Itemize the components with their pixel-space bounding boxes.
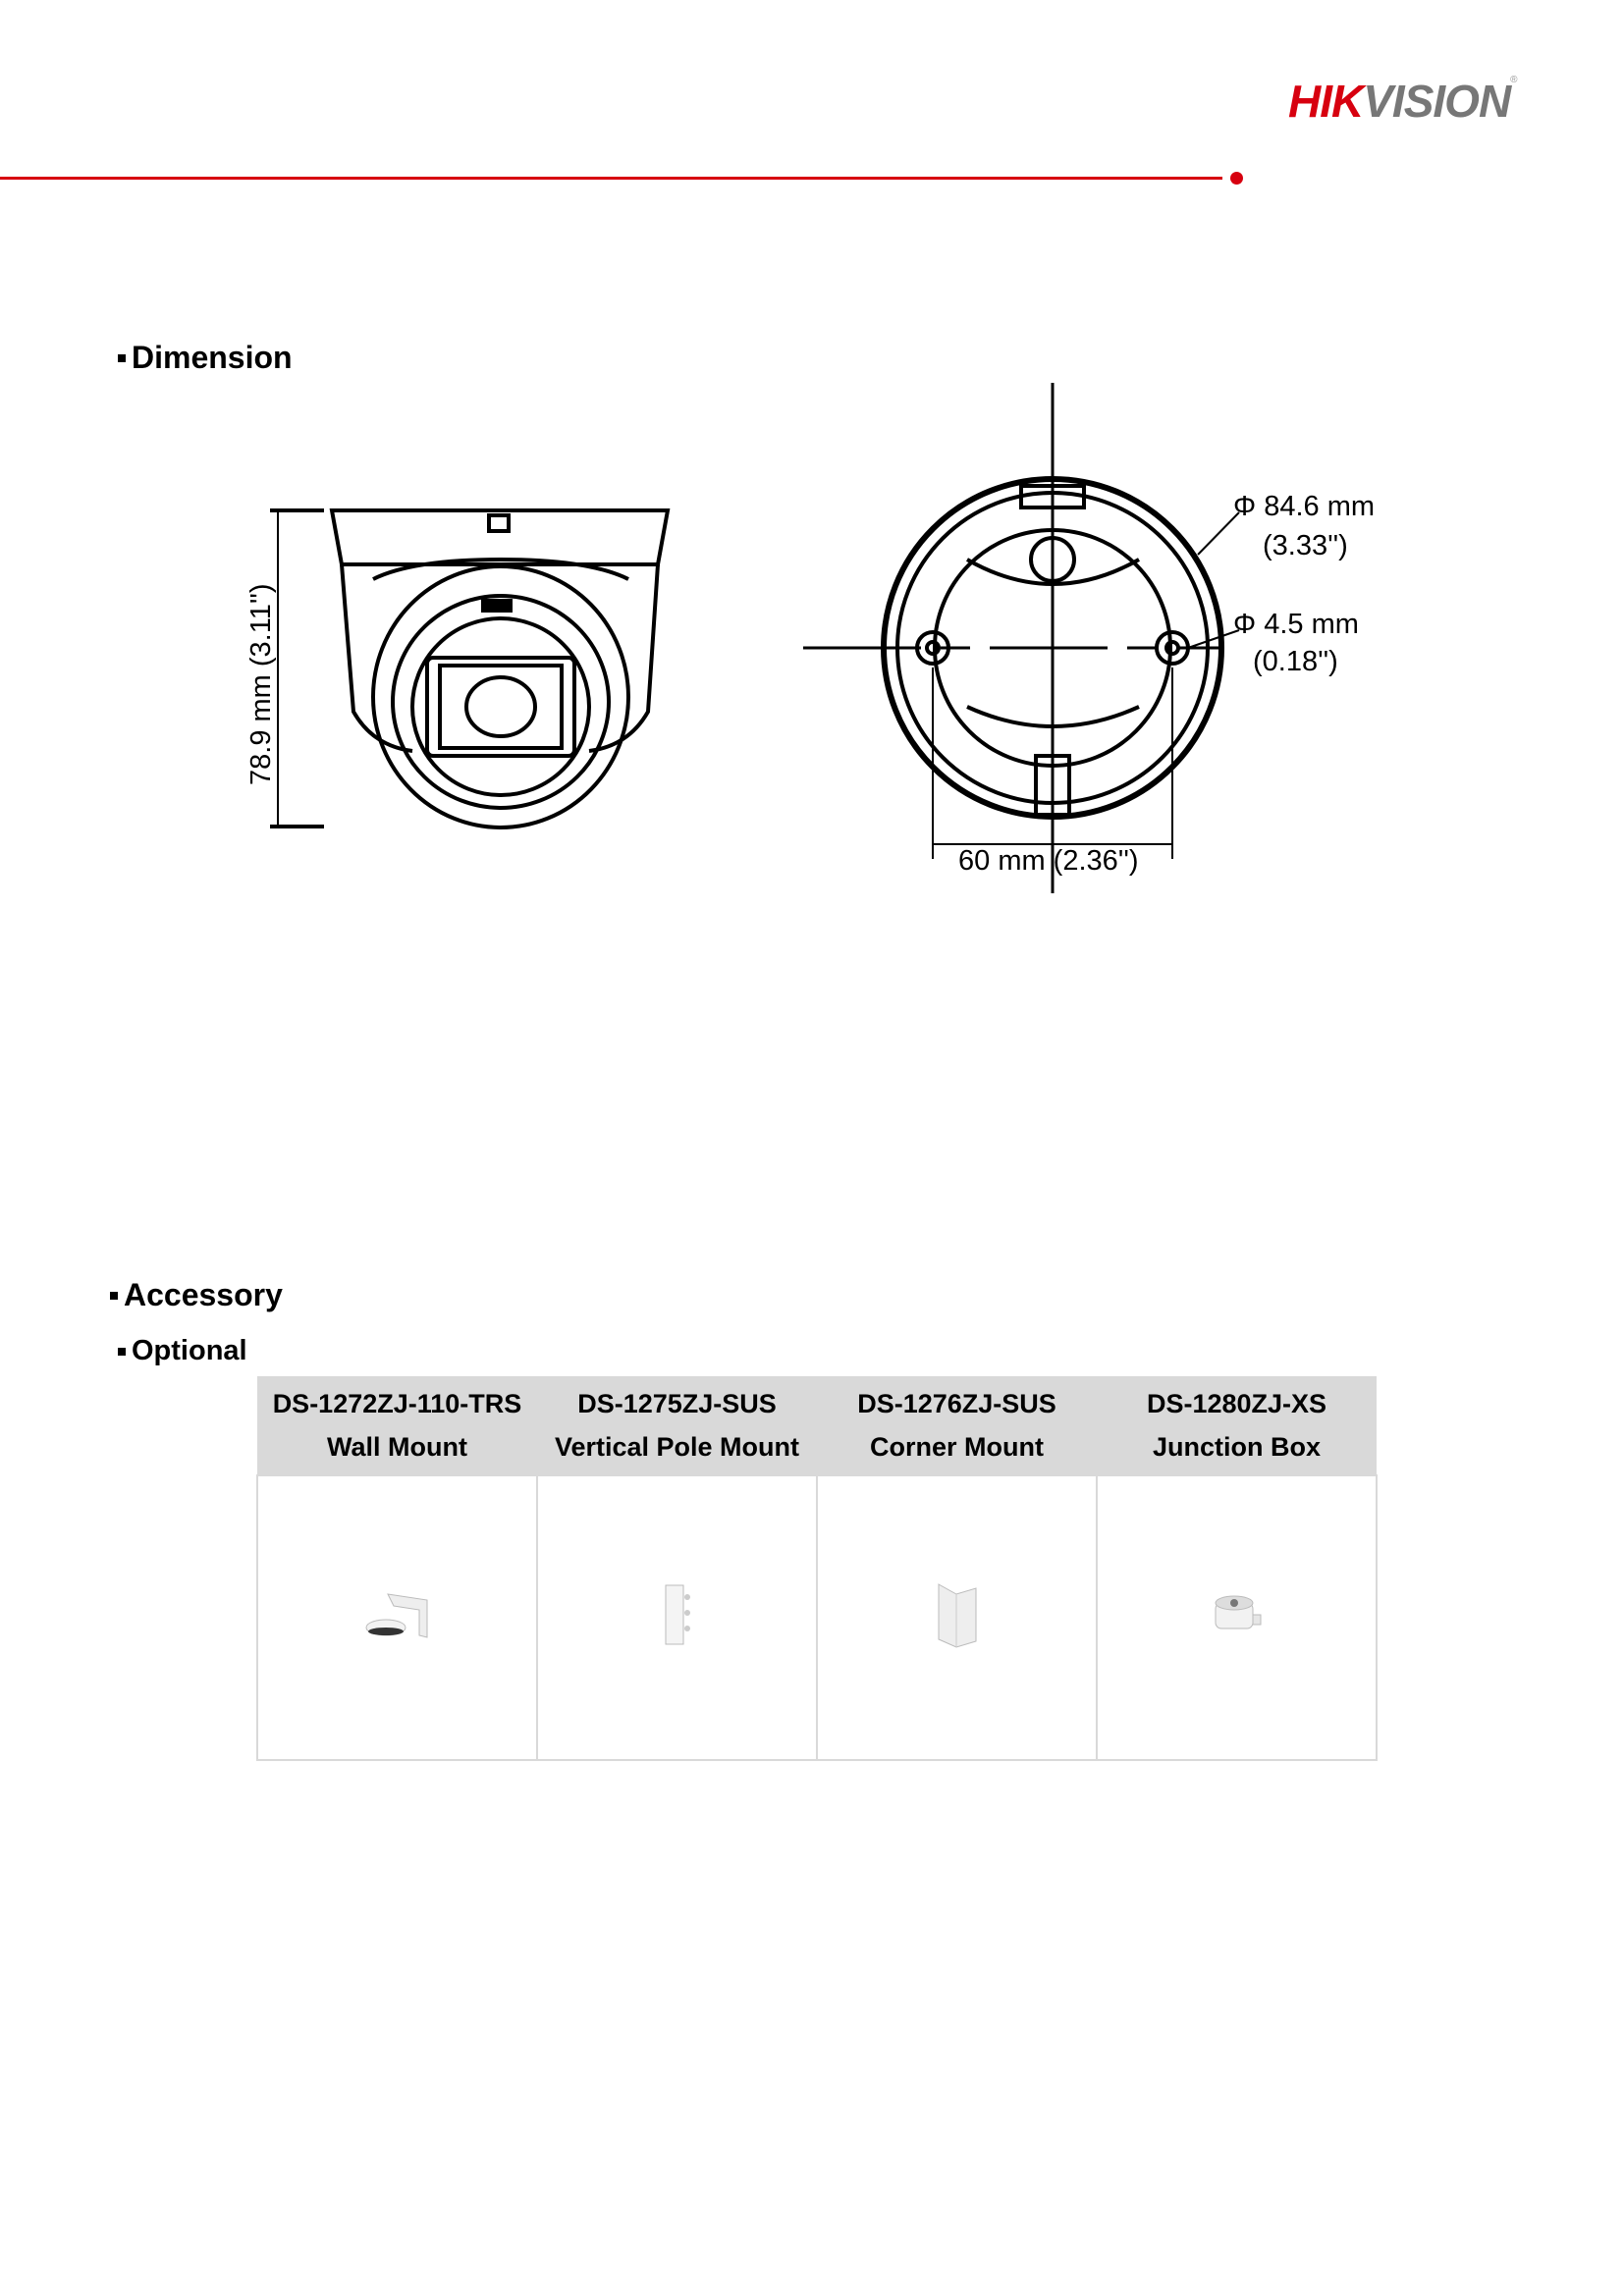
accessory-image-cell xyxy=(1097,1475,1377,1760)
camera-bottom-view xyxy=(803,383,1239,893)
accessory-model: DS-1275ZJ-SUS xyxy=(577,1389,777,1418)
camera-side-view xyxy=(270,510,668,828)
accessory-header xyxy=(817,1376,1097,1475)
diameter-label: Φ 84.6 mm xyxy=(1233,491,1376,522)
accessory-table xyxy=(256,1376,1378,1761)
hole-inch-label: (0.18'') xyxy=(1253,646,1338,677)
accessory-header xyxy=(1097,1376,1377,1475)
optional-heading xyxy=(118,1335,247,1367)
accessory-header xyxy=(537,1376,817,1475)
accessory-name: Corner Mount xyxy=(870,1432,1044,1462)
hikvision-logo: HIKVISION® xyxy=(1288,75,1517,127)
diameter-inch-label: (3.33'') xyxy=(1263,530,1348,561)
accessory-heading-text: Accessory xyxy=(124,1277,283,1312)
accessory-heading xyxy=(110,1277,283,1313)
accessory-image-cell xyxy=(817,1475,1097,1760)
hole-label: Φ 4.5 mm xyxy=(1233,609,1359,640)
spacing-label: 60 mm (2.36'') xyxy=(958,845,1139,877)
dimension-heading xyxy=(118,340,293,376)
optional-heading-text: Optional xyxy=(132,1335,247,1366)
corner-mount-image xyxy=(933,1580,982,1651)
accessory-header xyxy=(257,1376,537,1475)
header-divider-dot xyxy=(1230,172,1243,185)
wall-mount-image xyxy=(358,1586,437,1645)
accessory-image-cell xyxy=(257,1475,537,1760)
accessory-name: Wall Mount xyxy=(327,1432,467,1462)
bullet-icon xyxy=(118,354,126,362)
header-divider xyxy=(0,177,1222,180)
dimension-heading-text: Dimension xyxy=(132,340,293,375)
dimension-drawing xyxy=(0,373,1624,923)
bullet-icon xyxy=(110,1292,118,1300)
accessory-name: Junction Box xyxy=(1152,1432,1321,1462)
height-label: 78.9 mm (3.11'') xyxy=(245,583,277,785)
accessory-model: DS-1276ZJ-SUS xyxy=(857,1389,1056,1418)
junction-box-image xyxy=(1208,1591,1267,1640)
accessory-model: DS-1272ZJ-110-TRS xyxy=(272,1389,522,1418)
accessory-name: Vertical Pole Mount xyxy=(554,1432,800,1462)
bullet-icon xyxy=(118,1348,126,1356)
pole-mount-image xyxy=(658,1583,697,1648)
accessory-image-cell xyxy=(537,1475,817,1760)
accessory-model: DS-1280ZJ-XS xyxy=(1146,1389,1327,1418)
